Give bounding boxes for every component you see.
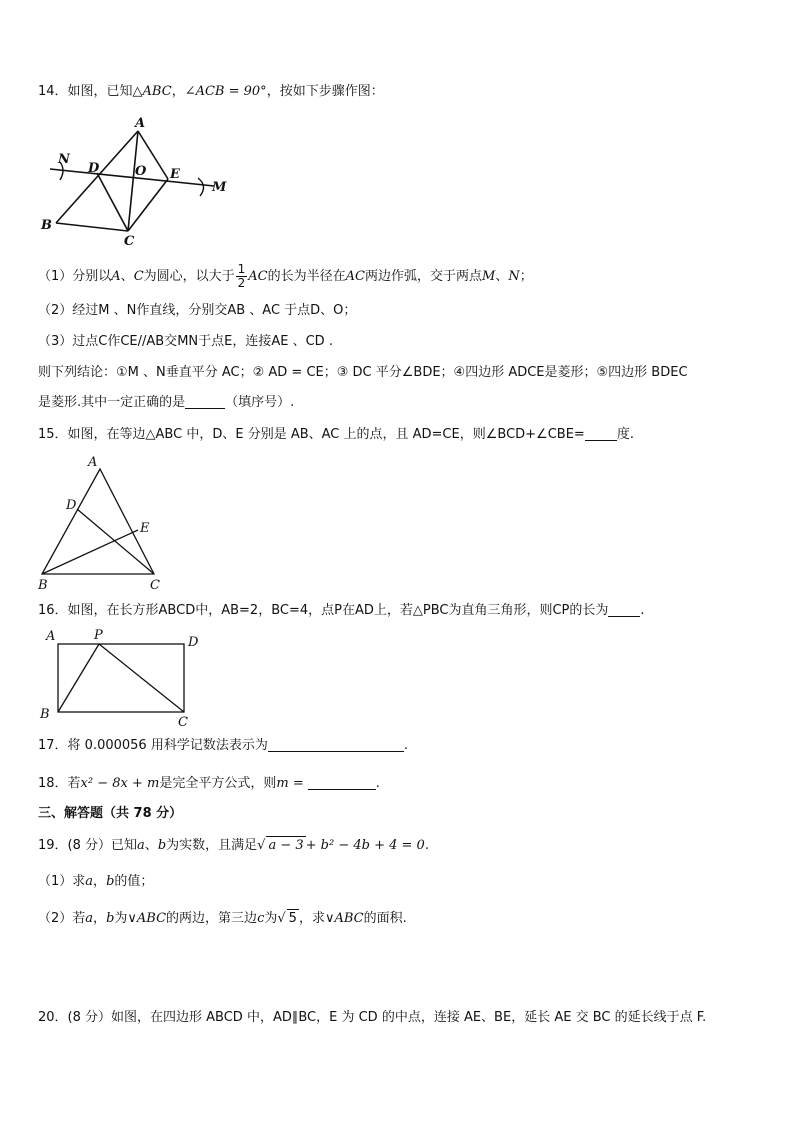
q14-step1: （1）分别以A、C为圆心，以大于 $\frac{1}{2}$ AC的长为半径在AC两边作弧，交于两点M、N； (38, 262, 533, 290)
q16-label-D: D (188, 635, 199, 650)
answer-blank[interactable] (308, 775, 376, 790)
q14-question: 是菱形.其中一定正确的是 （填序号）. (38, 395, 295, 410)
answer-blank[interactable] (268, 737, 404, 752)
q16-figure (38, 626, 208, 730)
q16-label-P: P (94, 628, 103, 643)
q14-label-A: A (135, 116, 146, 131)
q16-label-B: B (40, 707, 50, 722)
q15-label-B: B (38, 578, 48, 593)
q20-stem: 20．(8 分）如图，在四边形 ABCD 中，AD∥BC，E 为 CD 的中点，连接 AE、BE，延长 AE 交 BC 的延长线于点 F. (38, 1010, 707, 1025)
q16-label-A: A (46, 629, 56, 644)
q14-stem: 14．如图，已知△ABC，∠ACB = 90°，按如下步骤作图： (38, 84, 384, 99)
fraction-half: $\frac{1}{2}$ (237, 262, 246, 290)
q16-label-C: C (178, 715, 188, 730)
q14-figure (38, 112, 238, 252)
q14-label-O: O (135, 164, 147, 179)
answer-blank[interactable] (185, 394, 225, 409)
q15-label-A: A (88, 455, 98, 470)
q14-label-B: B (41, 218, 52, 233)
q19-part1: （1）求a，b的值； (38, 874, 154, 889)
answer-blank[interactable] (585, 426, 617, 441)
q14-label-D: D (88, 161, 100, 176)
section-title: 三、解答题（共 78 分） (38, 806, 183, 821)
q14-label-E: E (170, 167, 180, 182)
q15-figure (34, 452, 164, 594)
q14-label-M: M (212, 180, 227, 195)
q14-step3: （3）过点C作CE//AB交MN于点E，连接AE 、CD . (38, 334, 333, 349)
answer-blank[interactable] (608, 602, 640, 617)
q14-label-C: C (124, 234, 135, 249)
q14-conclusions: 则下列结论：①M 、N垂直平分 AC；② AD = CE；③ DC 平分∠BDE；④四边形 ADCE是菱形；⑤四边形 BDEC (38, 365, 688, 380)
q15-label-D: D (66, 498, 77, 513)
q15-label-C: C (150, 578, 160, 593)
q16-stem: 16．如图，在长方形ABCD中，AB=2，BC=4，点P在AD上，若△PBC为直角三角形，则CP的长为 . (38, 603, 645, 618)
q15-stem: 15．如图，在等边△ABC 中，D、E 分别是 AB、AC 上的点，且 AD=CE，则∠BCD+∠CBE= 度. (38, 427, 634, 442)
q19-part2: （2）若a，b为∨ABC的两边，第三边c为√ 5 ，求∨ABC的面积. (38, 911, 407, 926)
q15-label-E: E (140, 521, 150, 536)
q14-label-N: N (58, 152, 70, 167)
q14-step2: （2）经过M 、N作直线，分别交AB 、AC 于点D、O； (38, 303, 357, 318)
q19-stem: 19．(8 分）已知a、b为实数，且满足√ a − 3 + b² − 4b + 4 = 0. (38, 838, 429, 853)
q18-stem: 18．若x² − 8x + m是完全平方公式，则m = . (38, 776, 380, 791)
q17-stem: 17．将 0.000056 用科学记数法表示为 . (38, 738, 408, 753)
